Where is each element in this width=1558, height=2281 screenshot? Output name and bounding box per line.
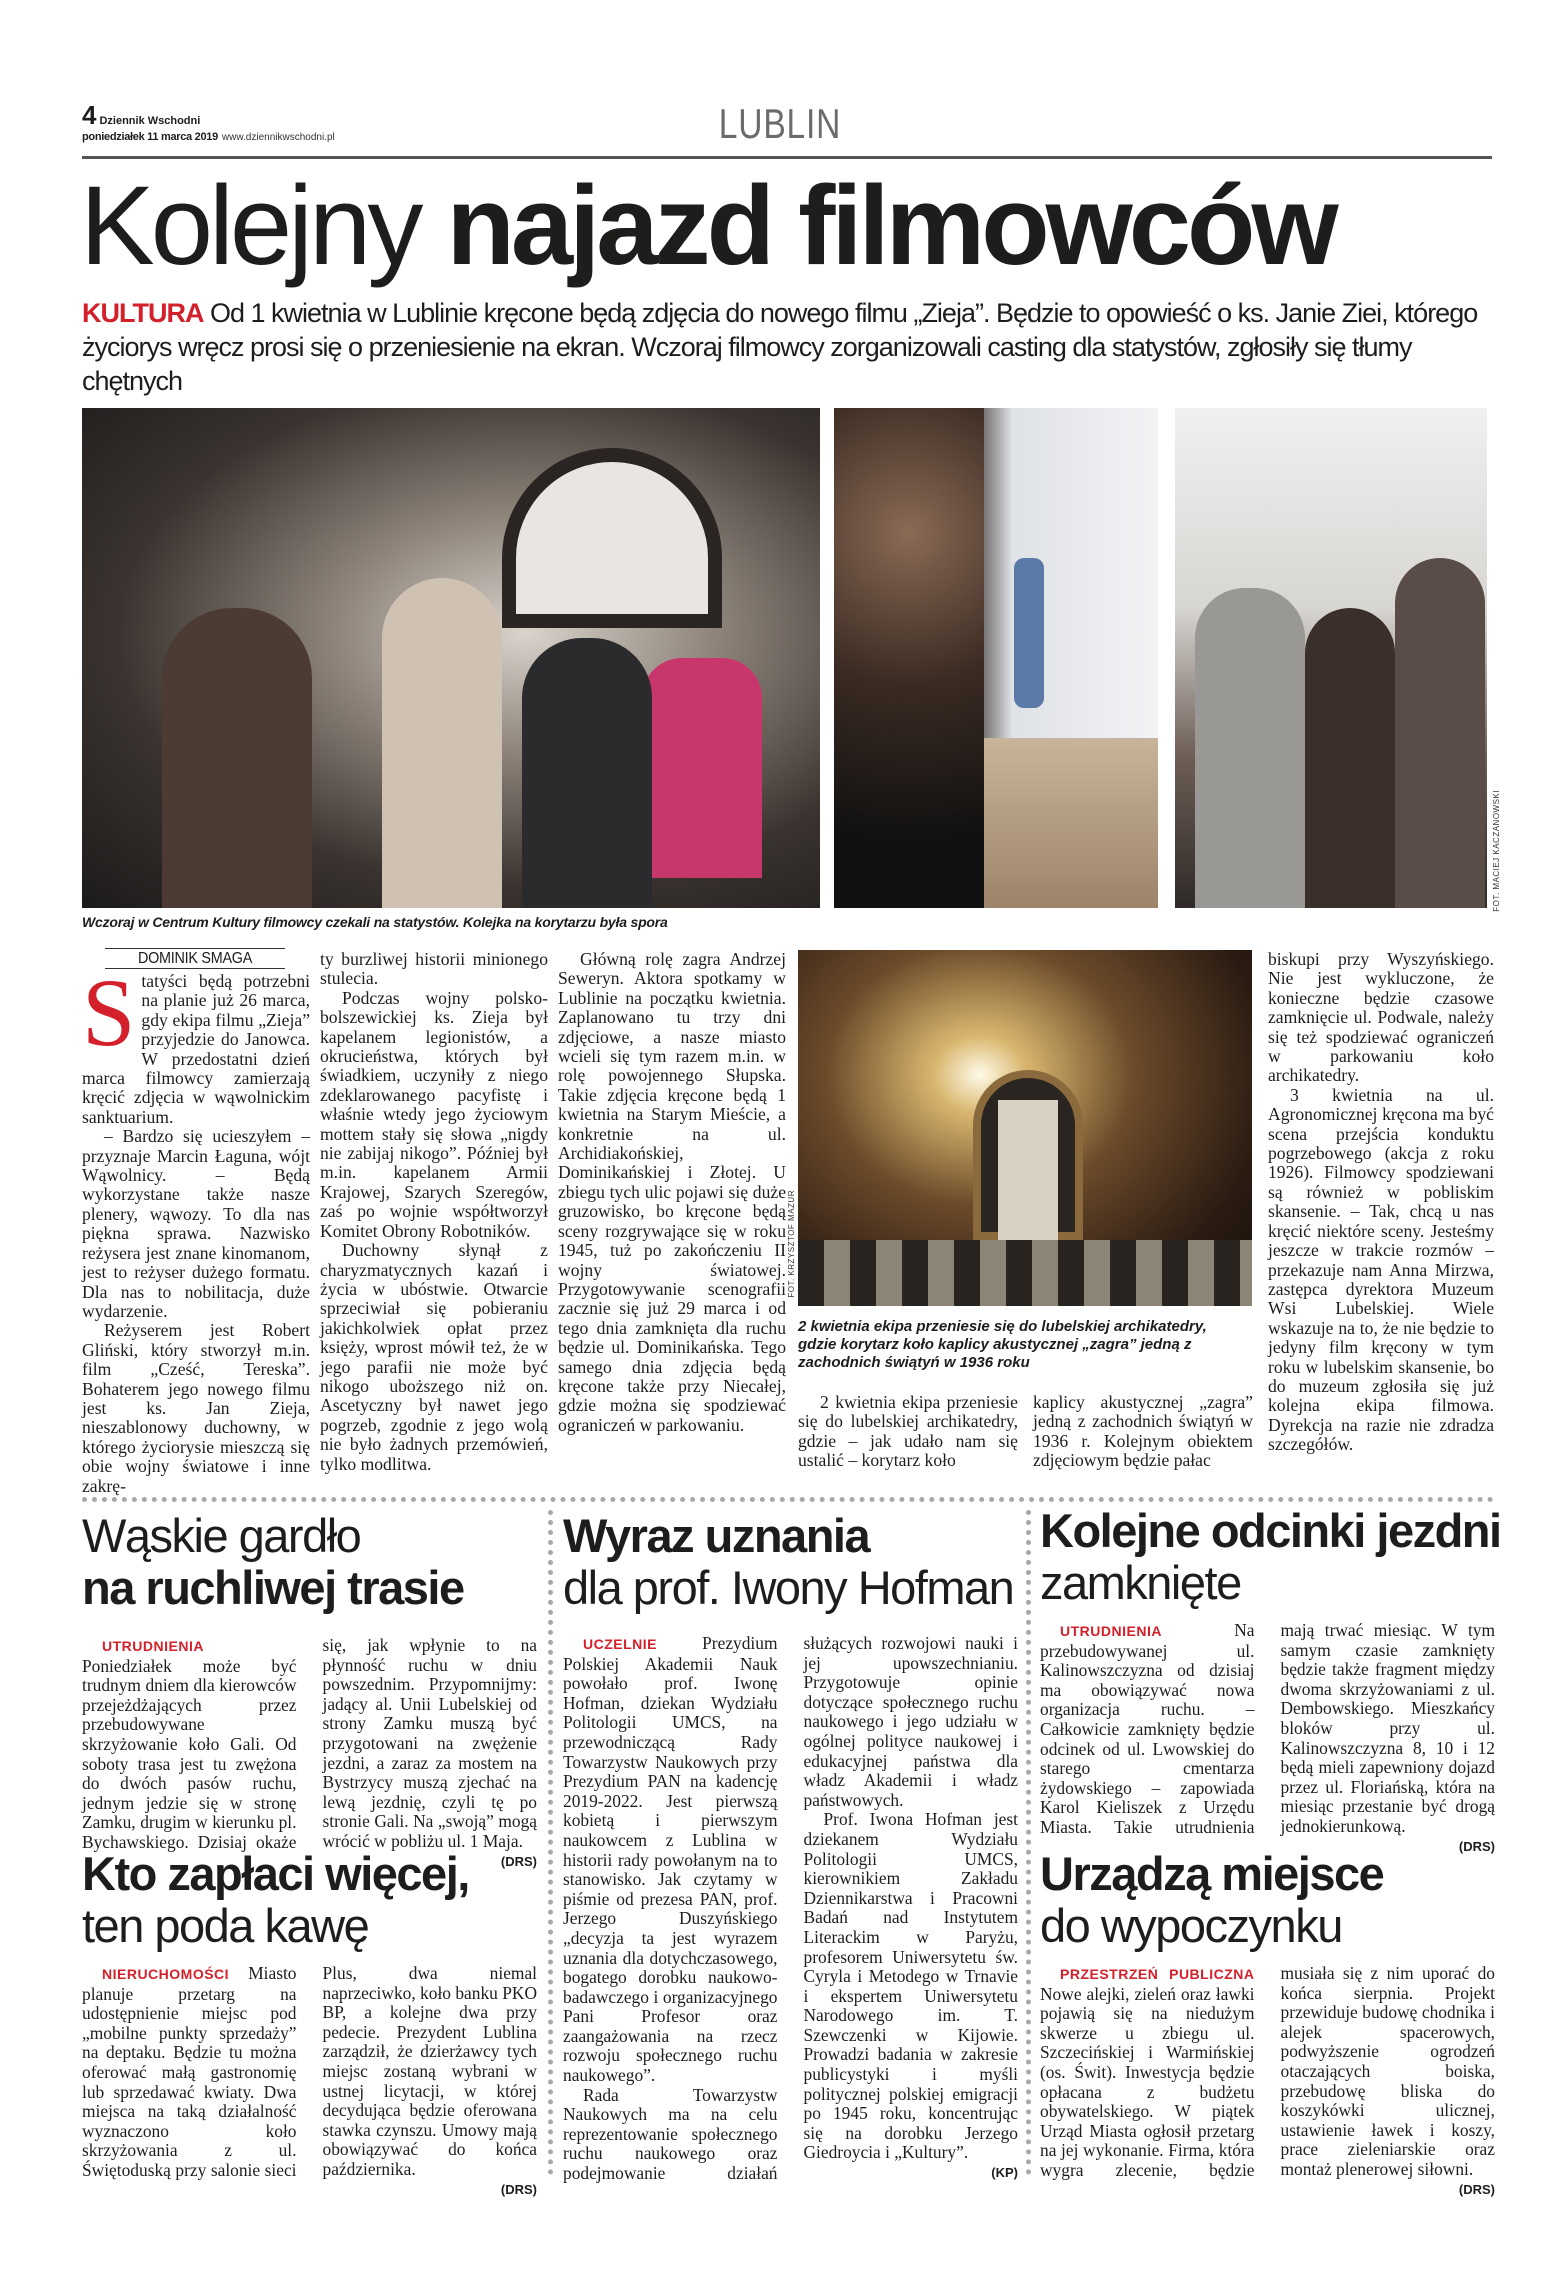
brief-subtitle: zamknięte [1040,1556,1241,1609]
brief-kicker: UCZELNIE [583,1636,657,1652]
brief-kicker: UTRUDNIENIA [102,1638,204,1654]
photo-credit: FOT. MACIEJ KACZANOWSKI [1492,790,1501,912]
brief-subtitle: do wypoczynku [1040,1899,1342,1952]
section-divider [82,1497,1494,1502]
photo-credit-2: FOT. KRZYSZTOF MAZUR [787,1190,796,1298]
page-header [82,100,382,145]
lead-kicker: KULTURA [82,298,204,328]
brief-signature: (DRS) [1458,2181,1495,2197]
brief-title: Kto zapłaci więcej, [82,1847,469,1900]
brief-kicker: NIERUCHOMOŚCI [102,1966,230,1982]
page-number: 4 [82,100,96,130]
brief-subtitle: ten poda kawę [82,1899,369,1952]
article-column-3: Główną rolę zagra Andrzej Seweryn. Aktora spotkamy w Lublinie na początku kwietnia. Zaplanowano tu trzy dni zdjęciowe, a nasze miasto wcieli się tym razem m.in. w rolę powojennego Słupska. Takie zdjęcia kręcone będą 1 kwietnia na Starym Mieście, a konkretnie na ul. Archidiakońskiej, Dominikańskiej i Złotej. U zbiegu tych ulic pojawi się duże gruzowisko, bo kręcone będą sceny rozgrywające się w roku 1945, tuż po zakończeniu II wojny światowej. Przygotowywanie scenografii zacznie się już 29 marca i od tego dnia zamknięta dla ruchu będzie ul. Dominikańska. Tego samego dnia zdjęcia będą kręcone także przy Niecałej, gdzie można się spodziewać ograniczeń w parkowaniu. [558,949,786,1435]
photo-caption-2: 2 kwietnia ekipa przeniesie się do lubelskiej archikatedry, gdzie korytarz koło kaplicy akustycznej „zagra” jedną z zachodnich świątyń w 1936 roku [798,1318,1207,1371]
section-label: LUBLIN [718,100,842,147]
article-column-6: biskupi przy Wyszyńskiego. Nie jest wykluczone, że konieczne będzie czasowe zamknięcie ul. Podwale, należy się też spodziewać ograniczeń w parkowaniu koło archikatedry. 3 kwietnia na ul. Agronomicznej kręcona ma być scena przejścia konduktu pogrzebowego (akcja z roku 1926). Filmowcy spodziewani są również w pobliskim skansenie. – Tak, chcą u nas kręcić niektóre sceny. Jesteśmy jeszcze w trakcie rozmów – przekazuje nam Anna Mirzwa, zastępca dyrektora Muzeum Wsi Lubelskiej. Wiele wskazuje na to, że nie będzie to jedyny film kręcony w tym roku w lubelskim skansenie, bo do muzeum zgłosiła się już kolejna ekipa filmowa. Dyrekcja na razie nie zdradza szczegółów. [1268,949,1494,1455]
brief-subtitle: na ruchliwej trasie [82,1561,464,1614]
brief-coffee: Kto zapłaci więcej, ten poda kawę NIERUCHOMOŚCI Miasto planuje przetarg na udostępnienie miejsc pod „mobilne punkty sprzedaży” na deptaku. Będzie tu można oferować małą gastronomię lub sprzedawać kwiaty. Dwa miejsca na taką działalność wyznaczono koło skrzyżowania z ul. Świętoduską przy salonie sieci Plus, dwa niemal naprzeciwko, koło banku PKO BP, a kolejne dwa przy pedecie. Prezydent Lublina zarządził, że dzierżawcy tych miejsc zostaną wybrani w ustnej licytacji, w której decydująca będzie oferowana stawka czynszu. Umowy mają obowiązywać do końca października. (DRS) [82,1847,537,2197]
article-column-4: 2 kwietnia ekipa przeniesie się do lubelskiej archikatedry, gdzie – jak udało nam się ustalić – korytarz koło [798,1392,1018,1471]
brief-narrow-road: Wąskie gardło na ruchliwej trasie UTRUDNIENIA Poniedziałek może być trudnym dniem dla kierowców przejeżdżających przez przebudowywane skrzyżowanie koło Gali. Od soboty trasa jest tu zwężona do dwóch pasów ruchu, jednym jedzie się w stronę Zamku, drugim w kierunku pl. Bychawskiego. Dzisiaj okaże się, jak wpłynie to na płynność ruchu w dniu powszednim. Przypomnijmy: jadący al. Unii Lubelskiej od strony Zamku muszą być przygotowani na zwężenie jezdni, a zaraz za mostem na Bystrzycy muszą zjechać na lewą jezdnię, czyli tę po stronie Gali. Na „swoją” mogą wrócić w pobliżu ul. 1 Maja. (DRS) [82,1509,537,1869]
brief-road-closures: Kolejne odcinki jezdni zamknięte UTRUDNIENIA Na przebudowywanej ul. Kalinowszczyzna od dzisiaj ma obowiązywać nowa organizacja ruchu. – Całkowicie zamknięty będzie odcinek od ul. Lwowskiej do starego cmentarza żydowskiego – zapowiada Karol Kieliszek z Urzędu Miasta. Takie utrudnienia mają trwać miesiąc. W tym samym czasie zamknięty będzie także fragment między dwoma skrzyżowaniami z ul. Dembowskiego. Mieszkańcy bloków przy ul. Kalinowszczyzna 8, 10 i 12 będą mieli zapewniony dojazd przez ul. Floriańską, która na miesiąc przestanie być drogą jednokierunkową. (DRS) [1040,1504,1501,1854]
photo-caption: Wczoraj w Centrum Kultury filmowcy czekali na statystów. Kolejka na korytarzu była spora [82,914,668,930]
brief-title: Urządzą miejsce [1040,1847,1384,1900]
brief-rest-area: Urządzą miejsce do wypoczynku PRZESTRZEŃ PUBLICZNA Nowe alejki, zieleń oraz ławki pojawią się na niedużym skwerze u zbiegu ul. Szczecińskiej i Warmińskiej (os. Świt). Inwestycja będzie opłacana z budżetu obywatelskiego. W piątek Urząd Miasta ogłosił przetarg na jej wykonanie. Firma, która wygra zlecenie, będzie musiała się z nim uporać do końca sierpnia. Projekt przewiduje budowę chodnika i alejek spacerowych, podwyższenie ogrodzeń otaczających boiska, przebudowę bliska do koszykówki ulicznej, ustawienie ławek i koszy, prace zieleniarskie oraz montaż plenerowej siłowni. (DRS) [1040,1847,1495,2197]
issue-date: poniedziałek 11 marca 2019 [82,131,218,143]
brief-signature: (DRS) [500,1853,537,1869]
photo-casting-camera [834,408,1158,908]
brief-kicker: PRZESTRZEŃ PUBLICZNA [1060,1966,1255,1982]
article-column-1: Statyści będą potrzebni na planie już 26 marca, gdy ekipa filmu „Zieja” przyjedzie do Janowca. W przedostatni dzień marca filmowcy zamierzają kręcić zdjęcia w wąwolnickim sanktuarium. – Bardzo się ucieszyłem – przyznaje Marcin Łaguna, wójt Wąwolnicy. – Będą wykorzystane także nasze plenery, wąwozy. To dla nas piękna sprawa. Nazwisko reżysera jest znane kinomanom, jest to reżyser dużego formatu. Dla nas to nobilitacja, duże wydarzenie. Reżyserem jest Robert Gliński, który stworzył m.in. film „Cześć, Tereska”. Bohaterem jego nowego filmu jest ks. Jan Zieja, nieszablonowy duchowny, w którego życiorysie mieszczą się obie wojny światowe i inne zakrę- [82,959,310,1496]
column-divider [1026,1510,1031,2175]
main-headline: Kolejny najazd filmowców [80,163,1335,288]
brief-signature: (DRS) [500,2181,537,2197]
brief-title: Wąskie gardło [82,1509,361,1562]
byline: DOMINIK SMAGA [105,948,285,969]
article-column-2: ty burzliwej historii minionego stulecia. Podczas wojny polsko-bolszewickiej ks. Zieja był kapelanem legionistów, a okrucieństwa, których był świadkiem, uczyniły z niego zdeklarowanego pacyfistę i właśnie wtedy jego życiowym mottem stały się słowa „nigdy nie zabijaj nikogo”. Później był m.in. kapelanem Armii Krajowej, Szarych Szeregów, zaś po wojnie współtworzył Komitet Obrony Robotników. Duchowny słynął z charyzmatycznych kazań i życia w ubóstwie. Otwarcie sprzeciwiał się pobieraniu jakichkolwiek opłat przez księży, wprost mówił też, że w jego parafii nie może być nikogo uboższego niż on. Ascetyczny był nawet jego pogrzeb, zgodnie z jego wolą nie było żadnych przemówień, tylko modlitwa. [320,949,548,1474]
brief-signature: (KP) [991,2165,1018,2181]
photo-queue-documents [1175,408,1487,908]
paper-url[interactable]: www.dziennikwschodni.pl [221,132,335,143]
article-column-5: kaplicy akustycznej „zagra” jedną z zachodnich świątyń w 1936 r. Kolejnym obiektem zdjęciowym będzie pałac [1033,1392,1253,1471]
header-rule [82,156,1492,159]
brief-title: Wyraz uznania [563,1509,870,1562]
brief-kicker: UTRUDNIENIA [1060,1623,1162,1639]
photo-cathedral-corridor [798,950,1252,1306]
paper-name: Dziennik Wschodni [99,115,201,127]
column-divider [548,1510,553,2175]
brief-signature: (DRS) [1458,1838,1495,1854]
brief-hofman: Wyraz uznania dla prof. Iwony Hofman UCZELNIE Prezydium Polskiej Akademii Nauk powołało prof. Iwonę Hofman, dziekan Wydziału Politologii UMCS, na przewodniczącą Rady Towarzystw Naukowych przy Prezydium PAN na kadencję 2019-2022. Jest pierwszą kobietą i pierwszym naukowcem z Lublina w historii rady powołanym na to stanowisko. Jak czytamy w piśmie od prezesa PAN, prof. Jerzego Duszyńskiego „decyzja ta jest wyrazem uznania dla dotychczasowego, bogatego dorobku naukowo-badawczego i organizacyjnego Pani Profesor oraz zaangażowania na rzecz rozwoju społecznego ruchu naukowego”. Rada Towarzystw Naukowych ma na celu reprezentowanie społecznego ruchu naukowego oraz podejmowanie działań służących rozwojowi nauki i jej upowszechnianiu. Przygotowuje opinie dotyczące społecznego ruchu naukowego i jego udziału w ogólnej polityce naukowej i edukacyjnej państwa dla władz Akademii i władz państwowych. Prof. Iwona Hofman jest dziekanem Wydziału Politologii UMCS, kierownikiem Zakładu Dziennikarstwa i Pracowni Badań nad Instytutem Literackim w Paryżu, profesorem Uniwersytetu św. Cyryla i Metodego w Trnavie i ekspertem Uniwersytetu Narodowego im. T. Szewczenki w Kijowie. Prowadzi badania w zakresie publicystyki i myśli politycznej polskiej emigracji po 1945 roku, koncentrując się na dorobku Jerzego Giedroycia i „Kultury”. (KP) [563,1509,1018,2184]
brief-subtitle: dla prof. Iwony Hofman [563,1561,1014,1614]
brief-title: Kolejne odcinki jezdni [1040,1504,1501,1557]
photo-crowd-corridor [82,408,820,908]
lead-paragraph: KULTURA Od 1 kwietnia w Lublinie kręcone będą zdjęcia do nowego filmu „Zieja”. Będzie to opowieść o ks. Janie Ziei, którego życiorys wręcz prosi się o przeniesienie na ekran. Wczoraj filmowcy zorganizowali casting dla statystów, zgłosiły się tłumy chętnych [82,298,1478,396]
drop-cap: S [82,959,136,1066]
